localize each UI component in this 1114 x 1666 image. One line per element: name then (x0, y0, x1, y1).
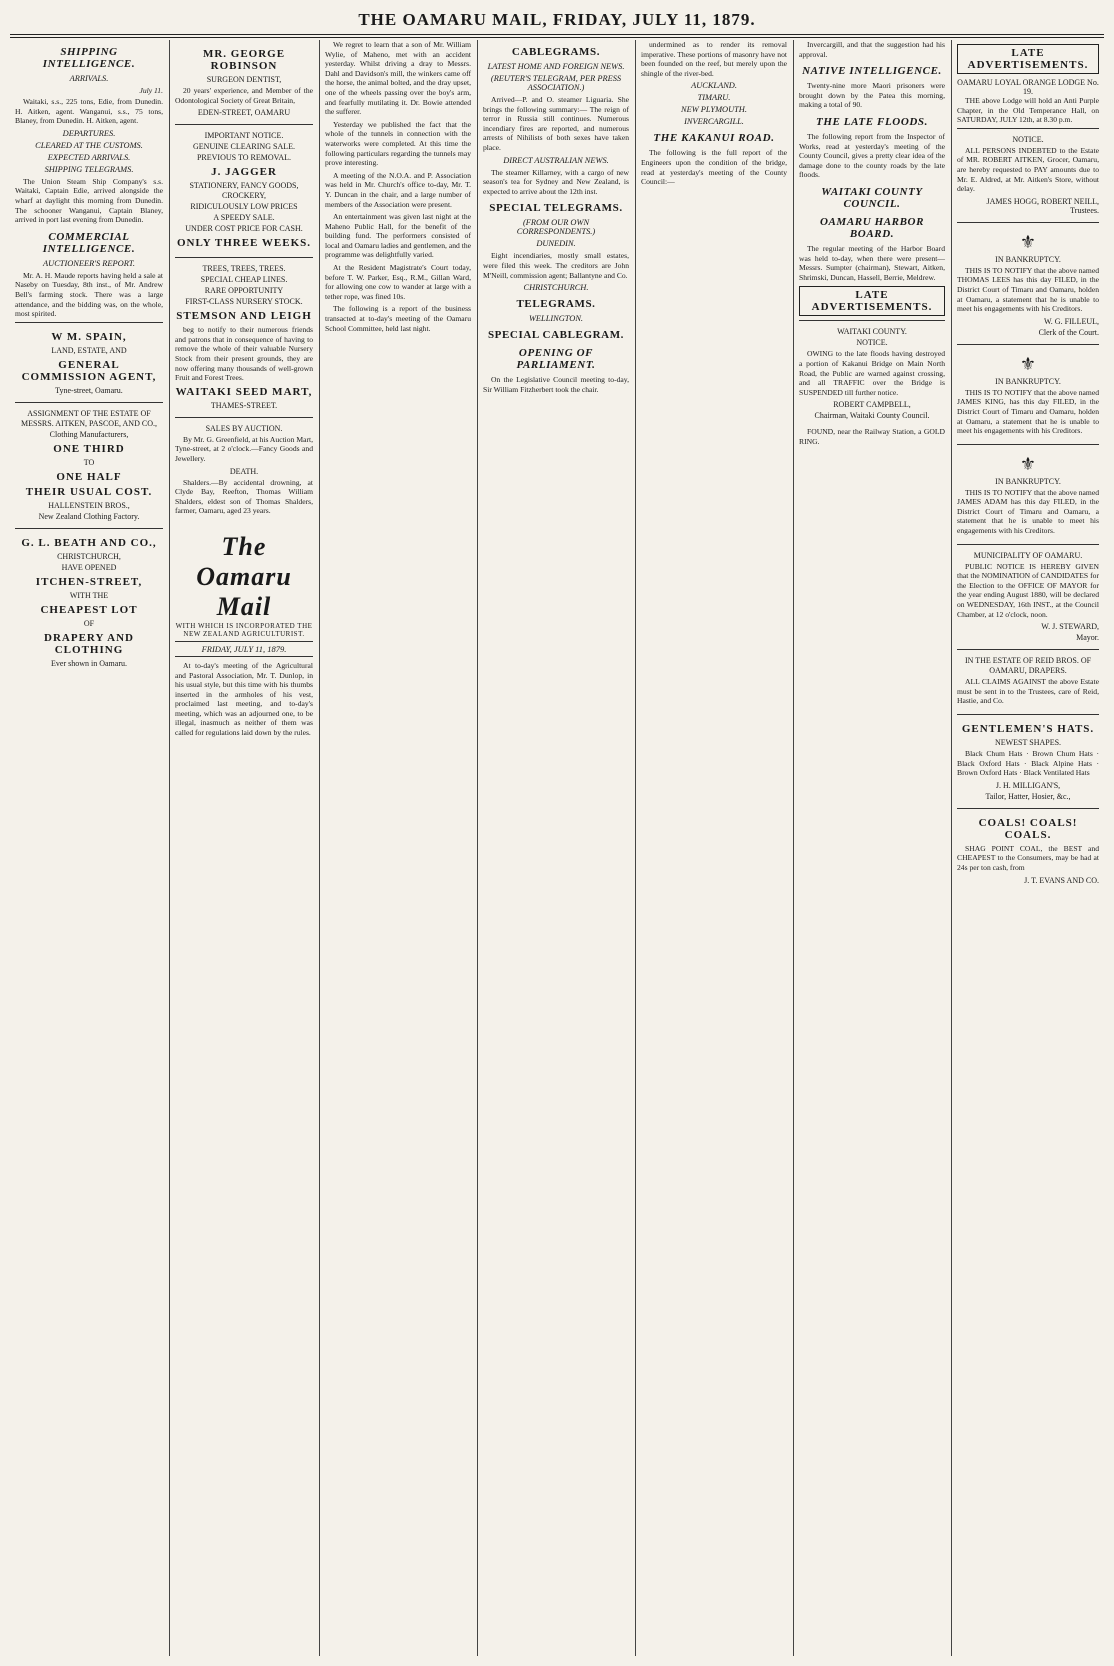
news-paragraph: The following is a report of the business transacted at to-day's meeting of the Oamaru School Committee, held last night. (325, 304, 471, 333)
beath-of: OF (83, 618, 95, 628)
robinson-text: 20 years' experience, and Member of the Odontological Society of Great Britain, (175, 86, 313, 105)
spain-line: LAND, ESTATE, AND (51, 345, 127, 355)
coat-of-arms-icon: ⚜ (1019, 231, 1037, 252)
shipping-telegrams-heading: SHIPPING TELEGRAMS. (44, 164, 134, 174)
paper-banner (175, 532, 313, 657)
robinson-advert (175, 40, 313, 124)
sales-heading: SALES BY AUCTION. (205, 423, 283, 433)
column-7 (952, 40, 1104, 1656)
county-name: WAITAKI COUNTY. (837, 327, 907, 337)
shipping-telegrams-text: The Union Steam Ship Company's s.s. Waitaki, Captain Edie, arrived alongside the wharf at daylight this morning from Dunedin. The schooner Wanganui, Captain Blaney, arrived in port last evening from Dunedin. (15, 176, 163, 225)
native-heading: NATIVE INTELLIGENCE. (802, 65, 942, 78)
assignment-sub: Clothing Manufacturers, (49, 429, 129, 439)
christchurch-heading: CHRISTCHURCH. (523, 283, 589, 293)
milligan-sub: Tailor, Hatter, Hosier, &c., (985, 791, 1071, 801)
municipality-notice (957, 544, 1099, 650)
spain-name: W M. SPAIN, (51, 330, 127, 343)
opening-heading: OPENING OF PARLIAMENT. (516, 347, 596, 372)
robinson-name: MR. GEORGE ROBINSON (202, 48, 286, 72)
nursery-stock: FIRST-CLASS NURSERY STOCK. (185, 297, 303, 307)
coat-of-arms-icon: ⚜ (1019, 353, 1037, 374)
sales-text: By Mr. G. Greenfield, at his Auction Mart, Tyne-street, at 2 o'clock.—Fancy Goods and Jewellery. (175, 434, 313, 463)
paper-tagline: WITH WHICH IS INCORPORATED THE NEW ZEALAND AGRICULTURIST. (175, 621, 313, 638)
assignment-advert (15, 402, 163, 528)
special-cheap: SPECIAL CHEAP LINES. (200, 275, 288, 285)
reid-notice (957, 649, 1099, 714)
milligan-name: J. H. MILLIGAN'S, (995, 780, 1061, 790)
cable-text: Arrived—P. and O. steamer Liguaria. She brings the following summary:— The reign of terror in Russia still continues. Numerous incendiary fires are reported, and numerous arrests of Nihilists of both sexes have taken place. (483, 95, 629, 152)
beath-sub: CHRISTCHURCH, (57, 551, 121, 561)
genuine-sale: GENUINE CLEARING SALE. (193, 142, 295, 152)
departures-heading: DEPARTURES. (62, 128, 116, 138)
seed-mart-street: THAMES-STREET. (210, 400, 278, 410)
beath-cheapest: CHEAPEST LOT (40, 603, 138, 616)
evans-name: J. T. EVANS AND CO. (1024, 875, 1099, 885)
coat-of-arms-icon: ⚜ (1019, 453, 1037, 474)
hat-list: Black Chum Hats · Brown Chum Hats · Black Oxford Hats · Black Alpine Hats · Brown Oxford Hats · Black Ventilated Hats (957, 749, 1099, 778)
bankruptcy-3 (957, 444, 1099, 544)
clerk-title: Clerk of the Court. (1038, 327, 1099, 337)
new-plymouth-heading: NEW PLYMOUTH. (681, 105, 747, 115)
beath-ever: Ever shown in Oamaru. (51, 658, 127, 668)
bankruptcy-text: THIS IS TO NOTIFY that the above named JAMES ADAM has this day FILED, in the District Court of Timaru and Oamaru, a statement that he is unable to meet his engagements with his Creditors. (957, 487, 1099, 536)
bankruptcy-heading: IN BANKRUPTCY. (995, 476, 1061, 486)
floods-text: The following report from the Inspector of Works, read at yesterday's meeting of the County Council, gives a pretty clear idea of the damage done to the county roads by the late floods. (799, 131, 945, 180)
hats-advert (957, 714, 1099, 808)
news-paragraph: Yesterday we published the fact that the whole of the tunnels in connection with the waterworks were completed. At this time the following particulars regarding the tunnels may prove interesting. (325, 119, 471, 168)
coals-advert (957, 808, 1099, 892)
news-paragraph: We regret to learn that a son of Mr. William Wylie, of Maheno, met with an accident yesterday. Whilst driving a dray to Messrs. Dahl and Davidson's mill, the winkers came off the horse, the animal bolted, and the dray upset, one of the wheels passing over the boy's arm, and fearfully mutilating it. Dr. Bowie attended the sufferer. (325, 40, 471, 117)
bankruptcy-text: THIS IS TO NOTIFY that the above named THOMAS LEES has this day FILED, in the District Court of Timaru and Oamaru, holden at Oamaru, a statement that he is unable to meet his engagements with his Creditors. (957, 265, 1099, 314)
beath-opened: HAVE OPENED (61, 562, 117, 572)
auction-report-heading: AUCTIONEER'S REPORT. (43, 258, 135, 268)
spain-address: Tyne-street, Oamaru. (55, 385, 123, 395)
australian-text: The steamer Killarney, with a cargo of new season's tea for Sydney and New Zealand, is expected to arrive about the 12th inst. (483, 167, 629, 196)
jagger-weeks: ONLY THREE WEEKS. (176, 237, 312, 250)
campbell-title: Chairman, Waitaki County Council. (814, 411, 930, 421)
cablegrams-heading: CABLEGRAMS. (511, 46, 601, 58)
shipping-heading: SHIPPING INTELLIGENCE. (42, 46, 136, 70)
nz-factory: New Zealand Clothing Factory. (38, 511, 140, 521)
kakanui-heading: THE KAKANUI ROAD. (653, 132, 775, 145)
jagger-prices: RIDICULOUSLY LOW PRICES (190, 202, 298, 212)
bankruptcy-text: THIS IS TO NOTIFY that the above named JAMES KING, has this day FILED, in the District Court of Timaru and Oamaru, holden at Oamaru, a statement that he is unable to meet his engagements with his Creditors. (957, 387, 1099, 436)
death-heading: DEATH. (229, 466, 259, 476)
telegrams-heading: TELEGRAMS. (516, 298, 596, 311)
jagger-speedy: A SPEEDY SALE. (213, 213, 275, 223)
municipality-text: PUBLIC NOTICE IS HEREBY GIVEN that the NOMINATION of CANDIDATES for the Election to the OFFICE OF MAYOR for the year ending August 1880, will be declared on WEDNESDAY, 16th INST., at the Council Chamber, at 12 o'clock, noon. (957, 561, 1099, 619)
county-notice (799, 320, 945, 427)
auction-report-text: Mr. A. H. Maude reports having held a sale at Naseby on Tuesday, 8th inst., of Mr. Andrew Bell's farming stock. There was a large attendance, and the bidding was, on the whole, most spirited. (15, 270, 163, 319)
one-half: ONE HALF (56, 470, 122, 483)
wellington-heading: WELLINGTON. (528, 314, 584, 324)
trustees: JAMES HOGG, ROBERT NEILL, Trustees. (986, 196, 1099, 215)
rare-opportunity: RARE OPPORTUNITY (204, 286, 284, 296)
latest-news: LATEST HOME AND FOREIGN NEWS. (487, 62, 625, 71)
masthead-rule (10, 34, 1104, 35)
masthead-rule-2 (10, 37, 1104, 38)
jagger-under-cost: UNDER COST PRICE FOR CASH. (185, 224, 303, 234)
lodge-text: THE above Lodge will hold an Anti Purple Chapter, in the Old Temperance Hall, on SATURDAY, JULY 12th, at 8.30 p.m. (957, 96, 1099, 125)
jagger-advert (175, 124, 313, 257)
to-word: TO (83, 457, 95, 467)
column-4 (478, 40, 634, 1656)
news-paragraph: At the Resident Magistrate's Court today, before T. W. Parker, Esq., R.M., Gillan Ward, for allowing one cow to wander at large with a tether rope, was fined 10s. (325, 263, 471, 301)
one-third: ONE THIRD (53, 442, 125, 455)
news-paragraph: Invercargill, and that the suggestion had his approval. (799, 40, 945, 59)
column-1 (10, 40, 168, 1656)
beath-advert (15, 528, 163, 675)
column-6 (794, 40, 950, 1656)
shag-text: SHAG POINT COAL, the BEST and CHEAPEST to the Consumers, may be had at 24s per ton cash, from (957, 843, 1099, 872)
spain-advert (15, 322, 163, 402)
dunedin-text: Eight incendiaries, mostly small estates, were filed this week. The creditors are John M'Neill, commission agent; Ballantyne and Co. (483, 251, 629, 280)
reid-heading: IN THE ESTATE OF REID BROS. OF OAMARU, DRAPERS. (964, 656, 1092, 676)
arrivals-date: July 11. (139, 86, 163, 95)
beath-drapery: DRAPERY AND CLOTHING (44, 631, 134, 656)
spain-title: GENERAL COMMISSION AGENT, (21, 358, 157, 383)
special-sub: (FROM OUR OWN CORRESPONDENTS.) (516, 218, 596, 237)
masthead: THE OAMARU MAIL, FRIDAY, JULY 11, 1879. (358, 10, 756, 29)
jagger-stock: STATIONERY, FANCY GOODS, CROCKERY, (189, 181, 299, 201)
columns (10, 40, 1104, 1660)
usual-cost: THEIR USUAL COST. (25, 485, 153, 498)
bankruptcy-1 (957, 222, 1099, 344)
previous-removal: PREVIOUS TO REMOVAL. (196, 153, 291, 163)
kakanui-text: The following is the full report of the Engineers upon the condition of the bridge, read at yesterday's meeting of the County Council:— (641, 148, 787, 187)
stemson-name: STEMSON AND LEIGH (176, 310, 312, 323)
bankruptcy-2 (957, 344, 1099, 444)
sales-advert (175, 417, 313, 524)
timaru-heading: TIMARU. (697, 93, 731, 103)
stemson-text: beg to notify to their numerous friends and patrons that in consequence of having to remove the whole of their valuable Nursery Stock from their present grounds, they are now offering many thousands of well-grown Fruit and Forest Trees. (175, 325, 313, 383)
notice-label: NOTICE. (1012, 134, 1044, 144)
lodge-heading: OAMARU LOYAL ORANGE LODGE No. 19. (957, 78, 1099, 96)
commercial-heading: COMMERCIAL INTELLIGENCE. (42, 230, 136, 255)
leader-text: At to-day's meeting of the Agricultural and Pastoral Association, Mr. T. Dunlop, in his usual style, but this time with his thumbs inserted in the armholes of his vest, proclaimed last meeting, and to-day's meeting, which was an adjourned one, to be illegal, inasmuch as neither of them was called for regulations laid down by the rules. (175, 660, 313, 738)
column-3 (320, 40, 476, 1656)
robinson-address: EDEN-STREET, OAMARU (197, 108, 291, 118)
floods-heading: THE LATE FLOODS. (816, 115, 928, 128)
campbell-name: ROBERT CAMPBELL, (833, 400, 911, 410)
notice-label: NOTICE. (856, 338, 888, 348)
direct-australian: DIRECT AUSTRALIAN NEWS. (503, 155, 609, 165)
found-text: FOUND, near the Railway Station, a GOLD RING. (799, 427, 945, 446)
assignment-heading: ASSIGNMENT OF THE ESTATE OF MESSRS. AITKEN, PASCOE, AND CO., (21, 408, 157, 428)
beath-street: ITCHEN-STREET, (35, 575, 143, 588)
mayor-name: W. J. STEWARD, (1041, 622, 1099, 632)
news-paragraph: An entertainment was given last night at the Maheno Public Hall, for the benefit of the building fund. The performers consisted of local and Oamaru ladies and gentlemen, and the programme was delightfully varied. (325, 212, 471, 260)
county-council-heading: WAITAKI COUNTY COUNCIL. (821, 185, 923, 210)
municipality-heading: MUNICIPALITY OF OAMARU. (973, 550, 1083, 560)
expected-heading: EXPECTED ARRIVALS. (47, 152, 131, 162)
beath-name: G. L. BEATH AND CO., (21, 536, 157, 549)
coals-heading: COALS! COALS! COALS. (978, 816, 1078, 841)
important-notice: IMPORTANT NOTICE. (204, 131, 284, 141)
death-text: Shalders.—By accidental drowning, at Clyde Bay, Reefton, Thomas William Shalders, eldest son of Thomas Shalders, farmer, Oamaru, aged 23 years. (175, 477, 313, 516)
paper-date: FRIDAY, JULY 11, 1879. (175, 641, 313, 657)
opening-text: On the Legislative Council meeting to-day, Sir William Fitzherbert took the chair. (483, 375, 629, 394)
column-2 (170, 40, 318, 1656)
paper-title: The Oamaru Mail (196, 531, 292, 621)
harbour-board-heading: OAMARU HARBOR BOARD. (819, 215, 925, 240)
persons-text: ALL PERSONS INDEBTED to the Estate of MR. ROBERT AITKEN, Grocer, Oamaru, are hereby requested to PAY amounts due to Mr. E. Aldred, at Mr. Aitken's Store, without delay. (957, 145, 1099, 194)
invercargill-heading: INVERCARGILL. (684, 117, 744, 127)
native-text: Twenty-nine more Maori prisoners were brought down by the Patea this morning, making a total of 90. (799, 81, 945, 110)
claims-text: ALL CLAIMS AGAINST the above Estate must be sent in to the Trustees, care of Reid, Hastie, and Co. (957, 677, 1099, 706)
special-telegrams-heading: SPECIAL TELEGRAMS. (489, 202, 623, 215)
aitken-notice (957, 128, 1099, 222)
reuter-line: (REUTER'S TELEGRAM, PER PRESS ASSOCIATION.) (490, 74, 622, 92)
auckland-heading: AUCKLAND. (691, 81, 737, 91)
beath-with: WITH THE (69, 590, 109, 600)
robinson-title: SURGEON DENTIST, (206, 75, 282, 84)
trees: TREES, TREES, TREES. (202, 264, 286, 274)
jagger-name: J. JAGGER (211, 166, 277, 179)
dunedin-heading: DUNEDIN. (536, 239, 576, 249)
hallenstein: HALLENSTEIN BROS., (48, 500, 130, 510)
hats-heading: GENTLEMEN'S HATS. (961, 723, 1095, 735)
notice-text: OWING to the late floods having destroyed a portion of Kakanui Bridge on Main North Road, the Public are warned against crossing, and all TRAFFIC over the Bridge is SUSPENDED till further notice. (799, 349, 945, 397)
stemson-advert (175, 257, 313, 417)
arrivals-heading: ARRIVALS. (69, 74, 109, 83)
column-5 (636, 40, 792, 1656)
clerk-name: W. G. FILLEUL, (1043, 316, 1099, 326)
harbour-text: The regular meeting of the Harbor Board was held to-day, when there were present—Messrs. Sumpter (chairman), Stewart, Aitken, Shrimski, Duncan, Hassell, Berrie, Meldrew. (799, 243, 945, 282)
mayor-title: Mayor. (1076, 633, 1099, 643)
special-cablegram-heading: SPECIAL CABLEGRAM. (487, 329, 625, 342)
newest-shapes: NEWEST SHAPES. (994, 738, 1062, 747)
bankruptcy-heading: IN BANKRUPTCY. (995, 254, 1061, 264)
arrivals-text: Waitaki, s.s., 225 tons, Edie, from Dunedin. H. Aitken, agent. Wanganui, s.s., 75 tons, Blaney, from Dunedin. H. Aitken, agent. (15, 97, 163, 126)
bankruptcy-heading: IN BANKRUPTCY. (995, 376, 1061, 386)
news-paragraph: undermined as to render its removal imperative. These portions of masonry have not been founded on the reef, but merely upon the shingle of the river-bed. (641, 40, 787, 78)
news-paragraph: A meeting of the N.O.A. and P. Association was held in Mr. Church's office to-day, Mr. T. Y. Duncan in the chair, and a large number of members of the Association were present. (325, 170, 471, 209)
late-ads-heading: LATE ADVERTISEMENTS. (957, 44, 1099, 74)
late-ads-heading: LATE ADVERTISEMENTS. (799, 286, 945, 316)
cleared-heading: CLEARED AT THE CUSTOMS. (35, 140, 143, 150)
seed-mart: WAITAKI SEED MART, (175, 385, 313, 398)
